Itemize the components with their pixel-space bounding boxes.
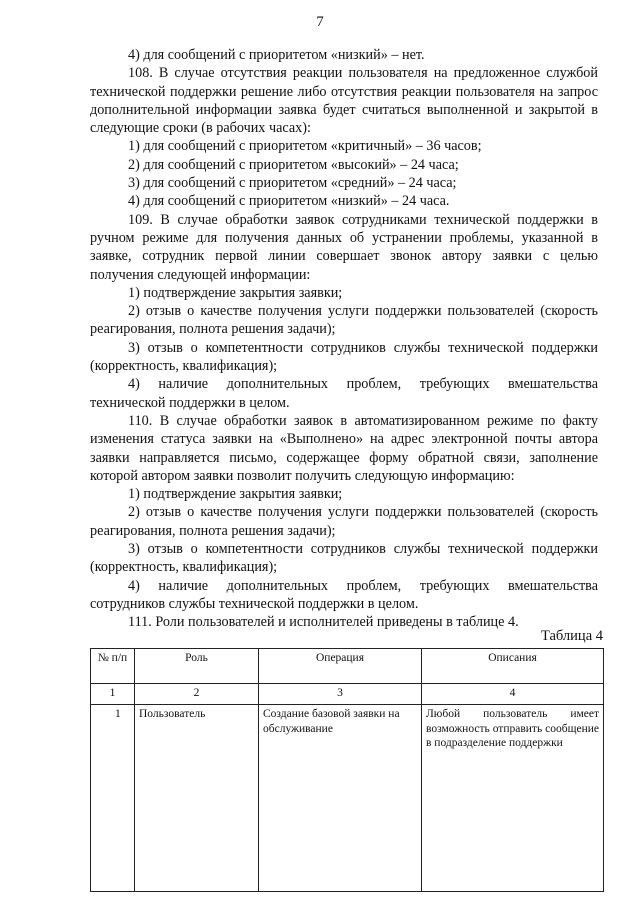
column-number: 2 — [135, 684, 259, 705]
cell-operation: Создание базовой заявки на обслуживание — [259, 705, 422, 892]
list-item: 3) для сообщений с приоритетом «средний» – 24 часа; — [128, 175, 457, 192]
list-item: 3) отзыв о компетентности сотрудников службы технической поддержки (корректность, квалификация); — [90, 339, 598, 375]
header-number: № п/п — [91, 649, 135, 684]
cell-description: Любой пользователь имеет возможность отправить сообщение в подразделение поддержки — [422, 705, 604, 892]
header-operation: Операция — [259, 649, 422, 684]
paragraph: 109. В случае обработки заявок сотрудниками технической поддержки в ручном режиме для получения данных об устранении проблемы, указанной в заявке, сотрудник первой линии совершает звонок автору заявки с целью получения следующей информации: — [90, 211, 598, 283]
list-item: 4) наличие дополнительных проблем, требующих вмешательства технической поддержки в целом. — [90, 376, 598, 411]
header-description: Описания — [422, 649, 604, 684]
header-role: Роль — [135, 649, 259, 684]
list-item: 4) для сообщений с приоритетом «низкий» – 24 часа. — [128, 193, 450, 210]
page-number: 7 — [316, 14, 324, 30]
table-row — [91, 705, 604, 892]
paragraph: 110. В случае обработки заявок в автоматизированном режиме по факту изменения статуса заявки на «Выполнено» на адрес электронной почты автора заявки направляется письмо, содержащее форму обратной связи, заполнение которой автором заявки позволит получить следующую информацию: — [90, 412, 598, 484]
cell-number: 1 — [91, 705, 135, 892]
list-item: 1) для сообщений с приоритетом «критичный» – 36 часов; — [128, 138, 482, 155]
table-header-row — [91, 649, 604, 684]
list-item: 2) для сообщений с приоритетом «высокий» – 24 часа; — [128, 156, 459, 173]
list-item: 2) отзыв о качестве получения услуги поддержки пользователей (скорость реагирования, полнота решения задачи); — [90, 303, 598, 338]
table-caption: Таблица 4 — [540, 628, 603, 644]
column-number: 4 — [422, 684, 604, 705]
cell-role: Пользователь — [135, 705, 259, 892]
list-item: 1) подтверждение закрытия заявки; — [128, 284, 343, 301]
list-item: 1) подтверждение закрытия заявки; — [128, 486, 343, 503]
paragraph: 111. Роли пользователей и исполнителей приведены в таблице 4. — [128, 614, 519, 631]
document-body — [90, 46, 598, 632]
paragraph: 4) для сообщений с приоритетом «низкий» – нет. — [128, 47, 425, 63]
column-number-row — [91, 684, 604, 705]
column-number: 1 — [91, 684, 135, 705]
list-item: 3) отзыв о компетентности сотрудников службы технической поддержки (корректность, квалификация); — [90, 541, 598, 576]
roles-table — [90, 648, 604, 892]
paragraph: 108. В случае отсутствия реакции пользователя на предложенное службой технической поддержки решение либо отсутствия реакции пользователя на запрос дополнительной информации заявка будет считаться выполненной и закрытой в следующие сроки (в рабочих часах): — [90, 65, 598, 137]
list-item: 2) отзыв о качестве получения услуги поддержки пользователей (скорость реагирования, полнота решения задачи); — [90, 504, 598, 539]
column-number: 3 — [259, 684, 422, 705]
list-item: 4) наличие дополнительных проблем, требующих вмешательства сотрудников службы технической поддержки в целом. — [90, 577, 598, 612]
